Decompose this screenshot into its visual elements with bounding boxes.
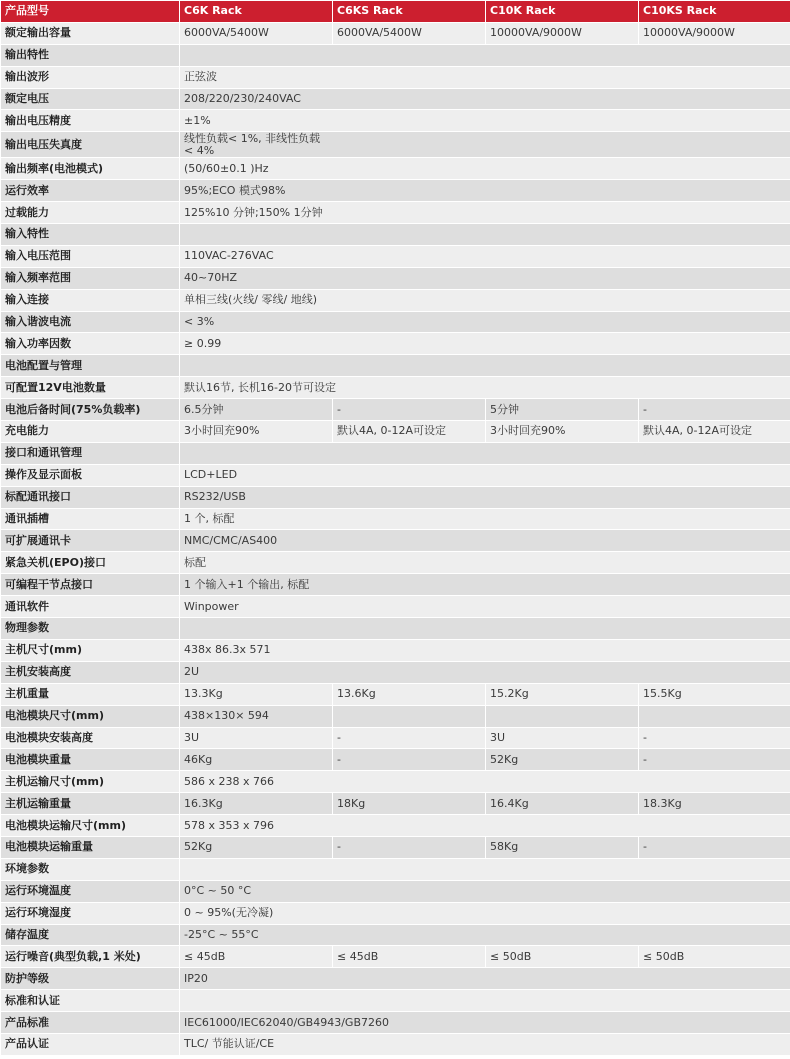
table-row: [1, 684, 790, 705]
row-label: 电池配置与管理: [1, 355, 179, 376]
table-row: [1, 333, 790, 354]
row-label: 主机安装高度: [1, 662, 179, 683]
row-label: 运行环境湿度: [1, 903, 179, 924]
table-row: [1, 268, 790, 289]
value-cell: 6.5分钟: [180, 399, 332, 420]
table-row: [1, 815, 790, 836]
value-cell: 5分钟: [486, 399, 638, 420]
table-row: [1, 530, 790, 551]
value-cell: IP20: [180, 968, 790, 989]
value-cell: 默认4A, 0-12A可设定: [333, 421, 485, 442]
value-cell: -: [639, 728, 790, 749]
section-fill-cell: [180, 618, 790, 639]
value-cell: 10000VA/9000W: [639, 23, 790, 44]
value-cell: ≤ 45dB: [333, 946, 485, 967]
value-cell: -: [639, 837, 790, 858]
value-cell: -25°C ~ 55°C: [180, 925, 790, 946]
value-cell: (50/60±0.1 )Hz: [180, 158, 790, 179]
row-label: 标配通讯接口: [1, 487, 179, 508]
section-row: [1, 355, 790, 376]
value-cell: 15.5Kg: [639, 684, 790, 705]
header-model-cell: C10K Rack: [486, 1, 638, 22]
row-label: 通讯插槽: [1, 509, 179, 530]
row-label: 接口和通讯管理: [1, 443, 179, 464]
value-cell: 52Kg: [180, 837, 332, 858]
row-label: 输入功率因数: [1, 333, 179, 354]
value-cell: 18Kg: [333, 793, 485, 814]
table-row: [1, 728, 790, 749]
section-fill-cell: [180, 224, 790, 245]
row-label: 输入频率范围: [1, 268, 179, 289]
table-row: [1, 421, 790, 442]
header-model-cell: C6KS Rack: [333, 1, 485, 22]
value-cell: 10000VA/9000W: [486, 23, 638, 44]
value-cell: 52Kg: [486, 749, 638, 770]
table-row: [1, 596, 790, 617]
value-cell: 438×130× 594: [180, 706, 332, 727]
table-row: [1, 1012, 790, 1033]
value-cell: 3小时回充90%: [486, 421, 638, 442]
value-cell: NMC/CMC/AS400: [180, 530, 790, 551]
value-cell: 40~70HZ: [180, 268, 790, 289]
value-cell: ≤ 50dB: [486, 946, 638, 967]
value-cell: ≤ 50dB: [639, 946, 790, 967]
value-cell: Winpower: [180, 596, 790, 617]
row-label: 产品标准: [1, 1012, 179, 1033]
value-cell: 单相三线(火线/ 零线/ 地线): [180, 290, 790, 311]
value-cell: -: [333, 728, 485, 749]
row-label: 电池模块尺寸(mm): [1, 706, 179, 727]
section-row: [1, 224, 790, 245]
table-row: [1, 110, 790, 131]
table-row: [1, 487, 790, 508]
value-cell: -: [639, 749, 790, 770]
row-label: 主机重量: [1, 684, 179, 705]
value-cell: [486, 706, 638, 727]
row-label: 输入谐波电流: [1, 312, 179, 333]
header-row: [1, 1, 790, 22]
table-row: [1, 903, 790, 924]
row-label: 防护等级: [1, 968, 179, 989]
table-row: [1, 377, 790, 398]
value-cell: 0°C ~ 50 °C: [180, 881, 790, 902]
row-label: 环境参数: [1, 859, 179, 880]
section-fill-cell: [180, 859, 790, 880]
row-label: 主机尺寸(mm): [1, 640, 179, 661]
row-label: 过载能力: [1, 202, 179, 223]
section-fill-cell: [180, 45, 790, 66]
row-label: 电池模块运输尺寸(mm): [1, 815, 179, 836]
value-cell: 438x 86.3x 571: [180, 640, 790, 661]
value-cell: < 3%: [180, 312, 790, 333]
row-label: 标准和认证: [1, 990, 179, 1011]
row-label: 充电能力: [1, 421, 179, 442]
row-label: 额定电压: [1, 89, 179, 110]
value-cell: 标配: [180, 552, 790, 573]
table-row: [1, 662, 790, 683]
row-label: 可扩展通讯卡: [1, 530, 179, 551]
value-cell: 95%;ECO 模式98%: [180, 180, 790, 201]
value-cell: 18.3Kg: [639, 793, 790, 814]
header-model-cell: C6K Rack: [180, 1, 332, 22]
row-label: 输出电压精度: [1, 110, 179, 131]
table-row: [1, 202, 790, 223]
table-row: [1, 89, 790, 110]
table-row: [1, 968, 790, 989]
value-cell: 13.3Kg: [180, 684, 332, 705]
value-cell: 默认16节, 长机16-20节可设定: [180, 377, 790, 398]
value-cell: IEC61000/IEC62040/GB4943/GB7260: [180, 1012, 790, 1033]
section-row: [1, 859, 790, 880]
value-cell: 6000VA/5400W: [333, 23, 485, 44]
row-label: 可编程干节点接口: [1, 574, 179, 595]
spec-table-body: [1, 1, 790, 1055]
header-label-cell: 产品型号: [1, 1, 179, 22]
value-cell: 15.2Kg: [486, 684, 638, 705]
row-label: 电池后备时间(75%负载率): [1, 399, 179, 420]
section-row: [1, 618, 790, 639]
value-cell: 58Kg: [486, 837, 638, 858]
row-label: 产品认证: [1, 1034, 179, 1055]
value-cell: -: [333, 399, 485, 420]
value-cell: 110VAC-276VAC: [180, 246, 790, 267]
value-cell: 578 x 353 x 796: [180, 815, 790, 836]
row-label: 额定输出容量: [1, 23, 179, 44]
table-row: [1, 67, 790, 88]
value-cell: 3U: [486, 728, 638, 749]
row-label: 输出电压失真度: [1, 132, 179, 157]
section-row: [1, 45, 790, 66]
row-label: 输出频率(电池模式): [1, 158, 179, 179]
table-row: [1, 23, 790, 44]
row-label: 储存温度: [1, 925, 179, 946]
row-label: 运行环境温度: [1, 881, 179, 902]
value-cell: 1 个输入+1 个输出, 标配: [180, 574, 790, 595]
value-cell: 2U: [180, 662, 790, 683]
table-row: [1, 574, 790, 595]
table-row: [1, 132, 790, 157]
row-label: 紧急关机(EPO)接口: [1, 552, 179, 573]
value-cell: 3U: [180, 728, 332, 749]
value-cell: LCD+LED: [180, 465, 790, 486]
table-row: [1, 509, 790, 530]
section-row: [1, 443, 790, 464]
value-cell: ≤ 45dB: [180, 946, 332, 967]
section-fill-cell: [180, 990, 790, 1011]
table-row: [1, 552, 790, 573]
value-cell: 3小时回充90%: [180, 421, 332, 442]
table-row: [1, 1034, 790, 1055]
row-label: 输入电压范围: [1, 246, 179, 267]
table-row: [1, 465, 790, 486]
value-cell: 16.3Kg: [180, 793, 332, 814]
value-cell: 46Kg: [180, 749, 332, 770]
value-cell: RS232/USB: [180, 487, 790, 508]
value-cell: [333, 706, 485, 727]
value-cell: 0 ~ 95%(无冷凝): [180, 903, 790, 924]
row-label: 操作及显示面板: [1, 465, 179, 486]
value-cell: 13.6Kg: [333, 684, 485, 705]
table-row: [1, 837, 790, 858]
table-row: [1, 946, 790, 967]
wrapped-value: 线性负载< 1%, 非线性负载 < 4%: [184, 132, 321, 157]
section-fill-cell: [180, 443, 790, 464]
row-label: 输出波形: [1, 67, 179, 88]
table-row: [1, 640, 790, 661]
value-cell: 默认4A, 0-12A可设定: [639, 421, 790, 442]
row-label: 主机运输尺寸(mm): [1, 771, 179, 792]
value-cell: -: [333, 749, 485, 770]
table-row: [1, 706, 790, 727]
row-label: 输出特性: [1, 45, 179, 66]
table-row: [1, 749, 790, 770]
table-row: [1, 881, 790, 902]
value-cell: [180, 132, 790, 157]
row-label: 运行效率: [1, 180, 179, 201]
row-label: 可配置12V电池数量: [1, 377, 179, 398]
row-label: 电池模块安装高度: [1, 728, 179, 749]
row-label: 输入连接: [1, 290, 179, 311]
section-fill-cell: [180, 355, 790, 376]
row-label: 电池模块重量: [1, 749, 179, 770]
value-cell: 1 个, 标配: [180, 509, 790, 530]
value-cell: -: [639, 399, 790, 420]
row-label: 通讯软件: [1, 596, 179, 617]
value-cell: [639, 706, 790, 727]
table-row: [1, 290, 790, 311]
table-row: [1, 399, 790, 420]
header-model-cell: C10KS Rack: [639, 1, 790, 22]
value-cell: 6000VA/5400W: [180, 23, 332, 44]
value-cell: ≥ 0.99: [180, 333, 790, 354]
value-cell: 正弦波: [180, 67, 790, 88]
section-row: [1, 990, 790, 1011]
row-label: 电池模块运输重量: [1, 837, 179, 858]
row-label: 输入特性: [1, 224, 179, 245]
value-cell: -: [333, 837, 485, 858]
table-row: [1, 312, 790, 333]
value-cell: 208/220/230/240VAC: [180, 89, 790, 110]
table-row: [1, 793, 790, 814]
row-label: 主机运输重量: [1, 793, 179, 814]
value-cell: 16.4Kg: [486, 793, 638, 814]
row-label: 运行噪音(典型负载,1 米处): [1, 946, 179, 967]
value-cell: 125%10 分钟;150% 1分钟: [180, 202, 790, 223]
table-row: [1, 180, 790, 201]
value-cell: TLC/ 节能认证/CE: [180, 1034, 790, 1055]
row-label: 物理参数: [1, 618, 179, 639]
value-cell: ±1%: [180, 110, 790, 131]
table-row: [1, 158, 790, 179]
table-row: [1, 925, 790, 946]
table-row: [1, 246, 790, 267]
value-cell: 586 x 238 x 766: [180, 771, 790, 792]
table-row: [1, 771, 790, 792]
